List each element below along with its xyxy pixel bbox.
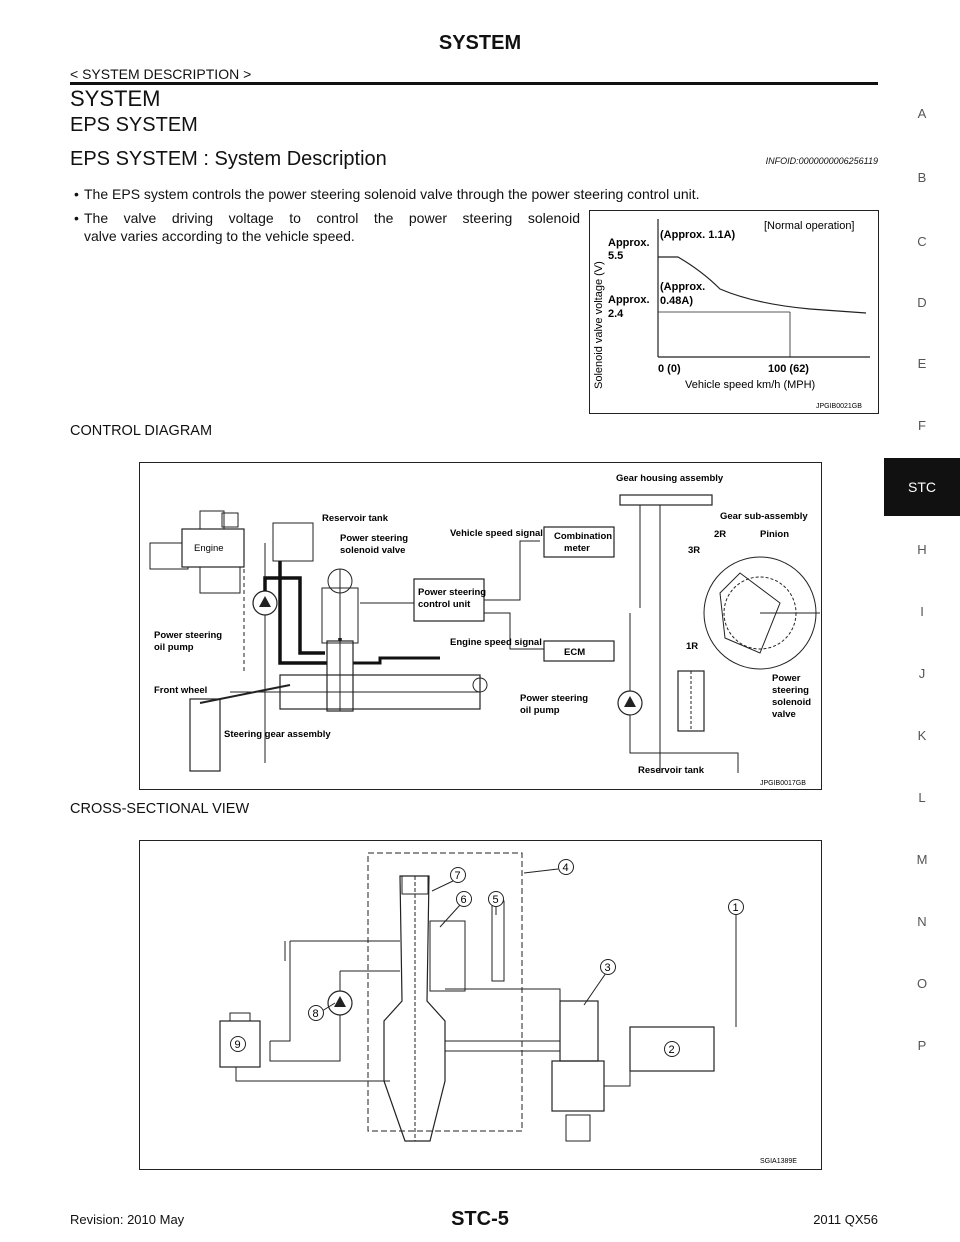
- cd-pump-1: Power steering: [154, 630, 223, 641]
- callout-1: 1: [732, 902, 739, 914]
- graph-y-high-val: 5.5: [608, 250, 624, 262]
- voltage-graph: [589, 210, 879, 414]
- cd-vss: Vehicle speed signal: [450, 528, 543, 539]
- graph-ylabel: Solenoid valve voltage (V): [593, 261, 605, 389]
- cd-3r: 3R: [688, 545, 701, 556]
- callout-9: 9: [234, 1039, 241, 1051]
- header-rule: [70, 82, 878, 85]
- control-diagram: [139, 462, 822, 790]
- side-index-p[interactable]: P: [917, 1038, 927, 1053]
- cd-comb-2: meter: [564, 543, 590, 554]
- cd-reservoir: Reservoir tank: [322, 513, 389, 524]
- side-index-n[interactable]: N: [917, 914, 927, 929]
- cd-psv-label-1: Power steering: [340, 533, 409, 544]
- cd-pump2-1: Power steering: [520, 693, 589, 704]
- graph-x0: 0 (0): [658, 363, 681, 375]
- cd-reservoir2: Reservoir tank: [638, 765, 705, 776]
- graph-legend: [Normal operation]: [764, 220, 855, 232]
- info-id: INFOID:0000000006256119: [765, 156, 878, 166]
- footer-revision: Revision: 2010 May: [70, 1212, 185, 1227]
- callout-5: 5: [492, 894, 499, 906]
- topic-title: EPS SYSTEM : System Description: [70, 148, 387, 170]
- side-index-b[interactable]: B: [917, 170, 927, 185]
- cross-section-heading: CROSS-SECTIONAL VIEW: [70, 801, 250, 817]
- cd-pinion: Pinion: [760, 529, 790, 540]
- cd-front-wheel: Front wheel: [154, 685, 208, 696]
- footer-model: 2011 QX56: [813, 1212, 878, 1227]
- graph-y-low: Approx.: [608, 294, 650, 306]
- cd-pump-2: oil pump: [154, 642, 194, 653]
- cross-section-diagram: [139, 840, 822, 1170]
- graph-y-high: Approx.: [608, 237, 650, 249]
- graph-xlabel: Vehicle speed km/h (MPH): [685, 379, 816, 391]
- side-index-l[interactable]: L: [918, 790, 926, 805]
- callout-4: 4: [562, 862, 569, 874]
- callout-2: 2: [668, 1044, 675, 1056]
- cd-psv-2: steering: [772, 685, 809, 696]
- side-index-d[interactable]: D: [917, 295, 927, 310]
- cd-pump2-2: oil pump: [520, 705, 560, 716]
- cd-1r: 1R: [686, 641, 699, 652]
- side-index-f[interactable]: F: [918, 418, 926, 433]
- callout-6: 6: [460, 894, 467, 906]
- subsection-title: EPS SYSTEM: [70, 114, 198, 136]
- cd-psv-4: valve: [772, 709, 796, 720]
- cd-2r: 2R: [714, 529, 727, 540]
- cd-gear-assy: Steering gear assembly: [224, 729, 331, 740]
- side-index-o[interactable]: O: [916, 976, 928, 991]
- side-index-j[interactable]: J: [918, 666, 926, 681]
- side-index-a[interactable]: A: [917, 106, 927, 121]
- side-index-m[interactable]: M: [916, 852, 928, 867]
- footer-page-number: STC-5: [451, 1208, 509, 1230]
- graph-code: JPGIB0021GB: [816, 403, 862, 410]
- callout-8: 8: [312, 1008, 319, 1020]
- cd-psc-2: control unit: [418, 599, 471, 610]
- cd-psv-label-2: solenoid valve: [340, 545, 406, 556]
- cd-gear-housing: Gear housing assembly: [616, 473, 724, 484]
- voltage-graph-svg: [590, 211, 878, 413]
- cd-psv-3: solenoid: [772, 697, 812, 708]
- breadcrumb: < SYSTEM DESCRIPTION >: [70, 66, 252, 82]
- cd-engine: Engine: [194, 543, 224, 554]
- control-diagram-heading: CONTROL DIAGRAM: [70, 423, 213, 439]
- side-index-stc[interactable]: STC: [884, 458, 960, 516]
- graph-amp-low-2: 0.48A): [660, 295, 694, 307]
- graph-amp-low-1: (Approx.: [660, 281, 706, 293]
- side-index-h[interactable]: H: [917, 542, 927, 557]
- cd-ecm: ECM: [564, 647, 586, 658]
- bullet-1: • The EPS system controls the power steering solenoid valve through the power steering control unit.: [84, 186, 864, 203]
- bullet-2-cont: valve varies according to the vehicle speed.: [84, 228, 355, 244]
- page-header-title: SYSTEM: [438, 32, 522, 54]
- cs-code: SGIA1389E: [760, 1158, 797, 1165]
- cd-ess: Engine speed signal: [450, 637, 542, 648]
- bullet-2: • The valve driving voltage to control the power steering solenoid: [84, 210, 580, 227]
- cd-psv-1: Power: [772, 673, 801, 684]
- control-diagram-svg: [140, 463, 821, 789]
- side-index-c[interactable]: C: [917, 234, 927, 249]
- cd-gear-sub: Gear sub-assembly: [720, 511, 808, 522]
- section-title: SYSTEM: [70, 86, 161, 111]
- side-index-i[interactable]: I: [920, 604, 924, 619]
- side-index-e[interactable]: E: [917, 356, 927, 371]
- cd-code: JPGIB0017GB: [760, 780, 806, 787]
- callout-3: 3: [604, 962, 611, 974]
- callout-7: 7: [454, 870, 461, 882]
- graph-x1: 100 (62): [768, 363, 809, 375]
- graph-y-low-val: 2.4: [608, 308, 624, 320]
- cd-psc-1: Power steering: [418, 587, 487, 598]
- cross-section-svg: [140, 841, 821, 1169]
- side-index-k[interactable]: K: [917, 728, 927, 743]
- cd-comb-1: Combination: [554, 531, 613, 542]
- graph-amp-high: (Approx. 1.1A): [660, 229, 736, 241]
